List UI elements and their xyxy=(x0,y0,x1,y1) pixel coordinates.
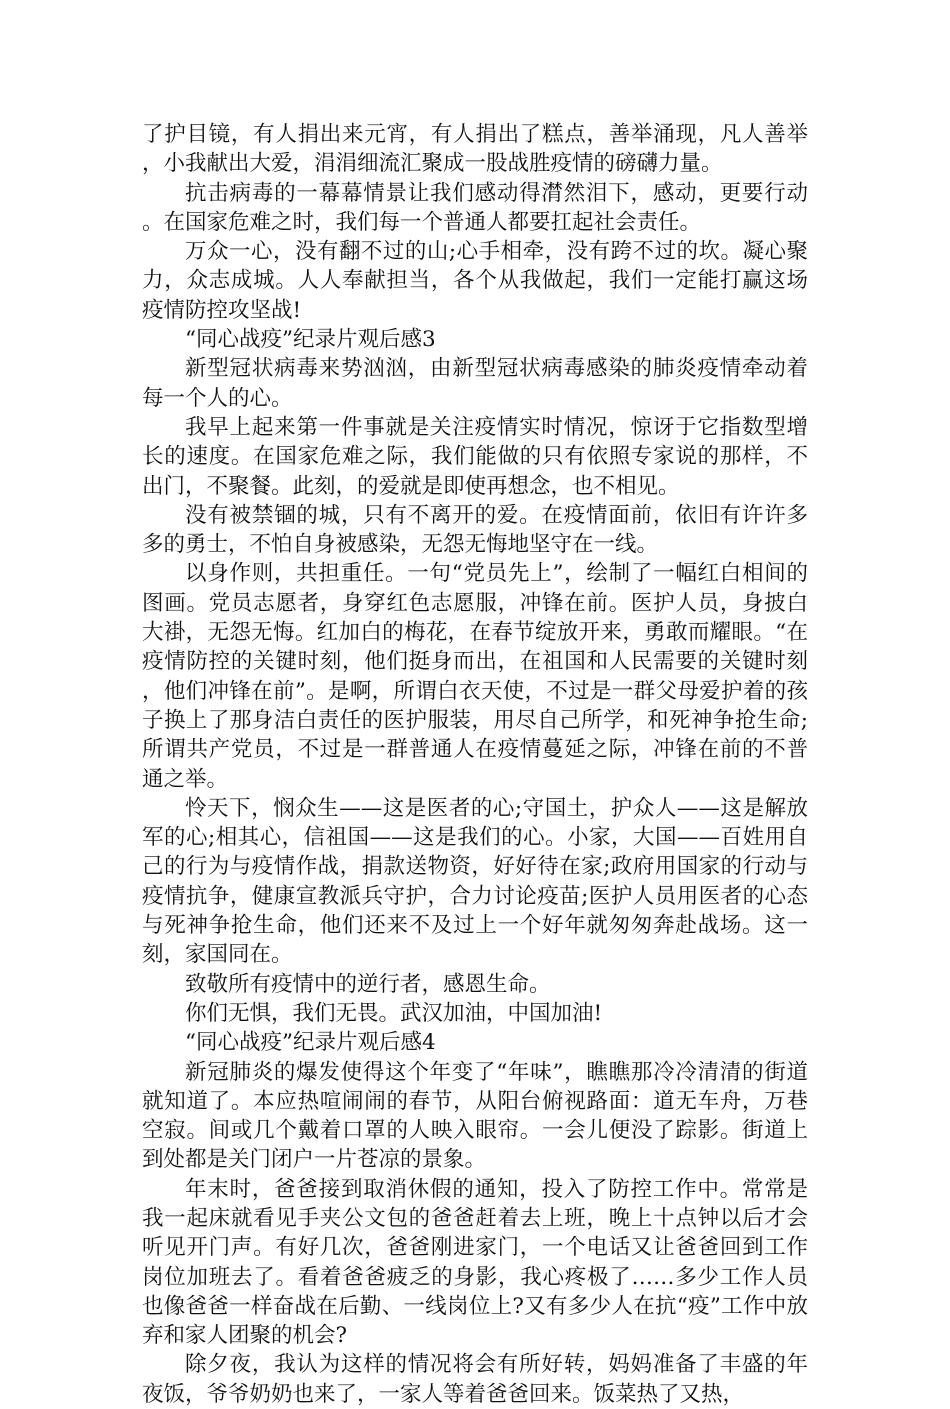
paragraph: 没有被禁锢的城，只有不离开的爱。在疫情面前，依旧有许许多多的勇士，不怕自身被感染，无怨无悔地坚守在一线。 xyxy=(142,502,808,558)
section-heading: “同心战疫”纪录片观后感3 xyxy=(185,327,436,353)
paragraph: 你们无惧，我们无畏。武汉加油，中国加油! xyxy=(185,1000,603,1026)
paragraph: 新冠肺炎的爆发使得这个年变了“年味”，瞧瞧那冷冷清清的街道就知道了。本应热喧闹闹的春节，从阳台俯视路面：道无车舟，万巷空寂。间或几个戴着口罩的人映入眼帘。一会儿便没了踪影。街道上到处都是关门闭户一片苍凉的景象。 xyxy=(142,1059,808,1173)
paragraph: 万众一心，没有翻不过的山;心手相牵，没有跨不过的坎。凝心聚力，众志成城。人人奉献担当，各个从我做起，我们一定能打赢这场疫情防控攻坚战! xyxy=(142,239,808,323)
paragraph: 致敬所有疫情中的逆行者，感恩生命。 xyxy=(185,971,551,997)
paragraph: 了护目镜，有人捐出来元宵，有人捐出了糕点，善举涌现，凡人善举，小我献出大爱，涓涓细流汇聚成一股战胜疫情的磅礴力量。 xyxy=(142,122,808,177)
document-page xyxy=(142,120,808,1409)
paragraph: 除夕夜，我认为这样的情况将会有所好转，妈妈准备了丰盛的年夜饭，爷爷奶奶也来了，一家人等着爸爸回来。饭菜热了又热， xyxy=(142,1352,808,1407)
paragraph: 新型冠状病毒来势汹汹，由新型冠状病毒感染的肺炎疫情牵动着每一个人的心。 xyxy=(142,356,808,411)
paragraph: 抗击病毒的一幕幕情景让我们感动得潸然泪下，感动，更要行动。在国家危难之时，我们每一个普通人都要扛起社会责任。 xyxy=(142,180,808,235)
paragraph: 怜天下，悯众生——这是医者的心;守国土，护众人——这是解放军的心;相其心，信祖国——这是我们的心。小家，大国——百姓用自己的行为与疫情作战，捐款送物资，好好待在家;政府用国家的行动与疫情抗争，健康宣教派兵守护，合力讨论疫苗;医护人员用医者的心态与死神争抢生命，他们还来不及过上一个好年就匆匆奔赴战场。这一刻，家国同在。 xyxy=(142,795,808,968)
paragraph: 我早上起来第一件事就是关注疫情实时情况，惊讶于它指数型增长的速度。在国家危难之际，我们能做的只有依照专家说的那样，不出门，不聚餐。此刻，的爱就是即使再想念，也不相见。 xyxy=(142,414,808,499)
paragraph: 以身作则，共担重任。一句“党员先上”，绘制了一幅红白相间的图画。党员志愿者，身穿红色志愿服，冲锋在前。医护人员，身披白大褂，无怨无悔。红加白的梅花，在春节绽放开来，勇敢而耀眼。“在疫情防控的关键时刻，他们挺身而出，在祖国和人民需要的关键时刻，他们冲锋在前”。是啊，所谓白衣天使，不过是一群父母爱护着的孩子换上了那身洁白责任的医护服装，用尽自己所学，和死神争抢生命;所谓共产党员，不过是一群普通人在疫情蔓延之际，冲锋在前的不普通之举。 xyxy=(142,561,808,792)
section-heading: “同心战疫”纪录片观后感4 xyxy=(185,1030,436,1056)
paragraph: 年末时，爸爸接到取消休假的通知，投入了防控工作中。常常是我一起床就看见手夹公文包的爸爸赶着去上班，晚上十点钟以后才会听见开门声。有好几次，爸爸刚进家门，一个电话又让爸爸回到工作岗位加班去了。看着爸爸疲乏的身影，我心疼极了……多少工作人员也像爸爸一样奋战在后勤、一线岗位上?又有多少人在抗“疫”工作中放弃和家人团聚的机会? xyxy=(142,1176,808,1349)
